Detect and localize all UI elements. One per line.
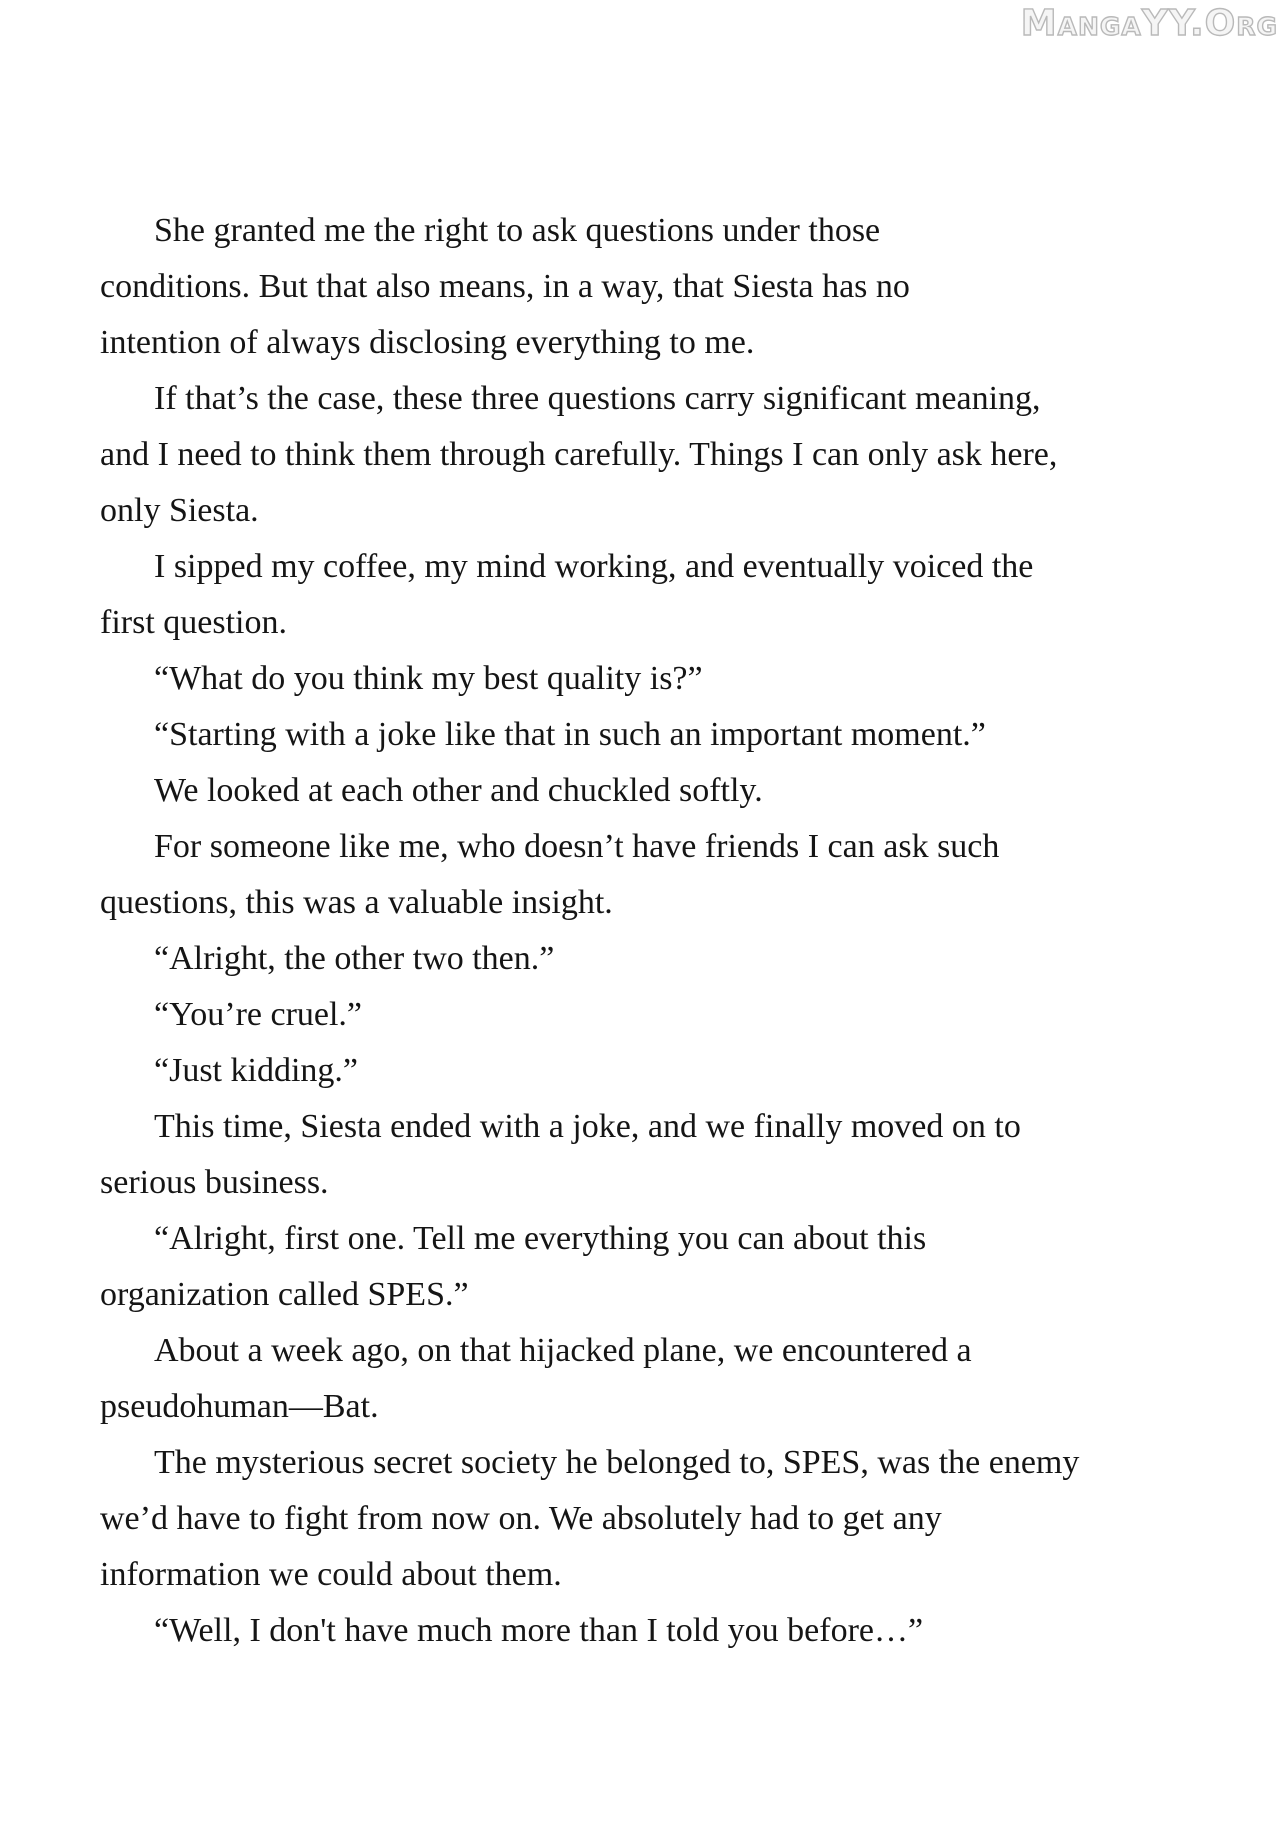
novel-text-line: If that’s the case, these three questions carry significant meaning, bbox=[154, 380, 1041, 417]
novel-text-line: “Starting with a joke like that in such an important moment.” bbox=[154, 716, 986, 753]
site-watermark: MangaYY.Org bbox=[1020, 3, 1278, 44]
novel-text-line: About a week ago, on that hijacked plane, we encountered a bbox=[154, 1332, 972, 1369]
novel-text-line: “You’re cruel.” bbox=[154, 996, 363, 1033]
novel-text-line: The mysterious secret society he belonged to, SPES, was the enemy bbox=[154, 1444, 1080, 1481]
novel-text-line: information we could about them. bbox=[100, 1556, 562, 1593]
novel-text-line: conditions. But that also means, in a way, that Siesta has no bbox=[100, 268, 910, 305]
novel-text-line: This time, Siesta ended with a joke, and we finally moved on to bbox=[154, 1108, 1021, 1145]
novel-text-block bbox=[100, 203, 1200, 1659]
novel-text-line: intention of always disclosing everything to me. bbox=[100, 324, 755, 361]
novel-text-line: only Siesta. bbox=[100, 492, 259, 529]
novel-text-line: “Alright, the other two then.” bbox=[154, 940, 555, 977]
novel-text-line: “Alright, first one. Tell me everything you can about this bbox=[154, 1220, 927, 1257]
novel-text-line: we’d have to fight from now on. We absolutely had to get any bbox=[100, 1500, 942, 1537]
novel-text-line: I sipped my coffee, my mind working, and eventually voiced the bbox=[154, 548, 1034, 585]
novel-text-line: questions, this was a valuable insight. bbox=[100, 884, 613, 921]
novel-text-line: pseudohuman—Bat. bbox=[100, 1388, 379, 1425]
novel-text-line: She granted me the right to ask questions under those bbox=[154, 212, 881, 249]
novel-text-line: “Well, I don't have much more than I told you before…” bbox=[154, 1612, 924, 1649]
novel-text-line: organization called SPES.” bbox=[100, 1276, 469, 1313]
novel-text-line: For someone like me, who doesn’t have friends I can ask such bbox=[154, 828, 1000, 865]
novel-text-line: serious business. bbox=[100, 1164, 329, 1201]
novel-text-line: and I need to think them through carefully. Things I can only ask here, bbox=[100, 436, 1058, 473]
novel-text-line: first question. bbox=[100, 604, 287, 641]
novel-text-line: “Just kidding.” bbox=[154, 1052, 358, 1089]
novel-text-line: “What do you think my best quality is?” bbox=[154, 660, 703, 697]
novel-text-line: We looked at each other and chuckled softly. bbox=[154, 772, 763, 809]
